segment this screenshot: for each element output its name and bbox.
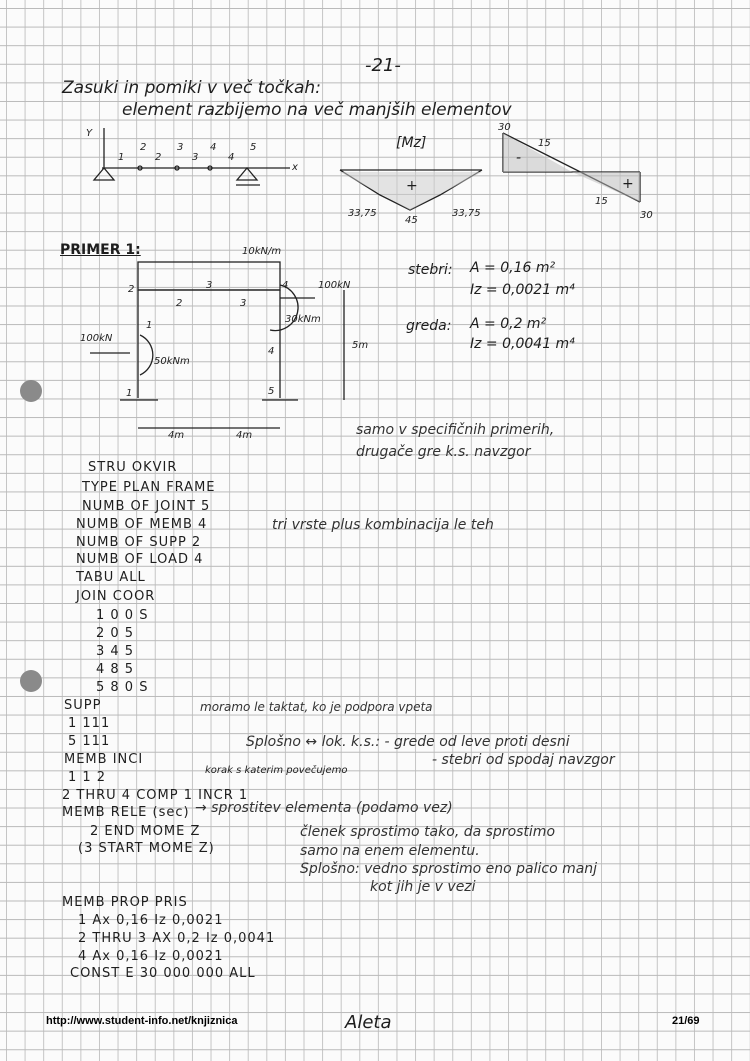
node-label: 1	[126, 388, 133, 399]
horizontal-load-top: 100kN	[318, 280, 351, 291]
code-line: NUMB OF JOINT 5	[82, 499, 211, 514]
element-label: 2	[155, 152, 162, 163]
code-line: 3 4 5	[96, 644, 135, 659]
code-line: 1 1 2	[68, 770, 107, 785]
height-dim: 5m	[352, 340, 369, 351]
node-label: 4	[210, 142, 217, 153]
code-line: 2 0 5	[96, 626, 135, 641]
moment-sign: +	[406, 178, 418, 194]
member-label: 2	[176, 298, 183, 309]
note: samo v specifičnih primerih,	[356, 422, 555, 438]
code-line: 2 THRU 4 COMP 1 INCR 1	[62, 788, 249, 803]
code-line: TYPE PLAN FRAME	[82, 480, 216, 495]
annotation: Splošno ↔ lok. k.s.: - grede od leve proti desni	[246, 734, 570, 750]
beam-area: A = 0,2 m²	[470, 316, 547, 332]
code-line: 5 111	[68, 734, 111, 749]
code-line: 2 THRU 3 AX 0,2 Iz 0,0041	[78, 931, 276, 946]
annotation: samo na enem elementu.	[300, 843, 480, 859]
code-line: (3 START MOME Z)	[78, 841, 215, 856]
shear-sign: -	[516, 150, 522, 166]
node-label: 3	[206, 280, 213, 291]
code-line: MEMB RELE (sec)	[62, 805, 190, 820]
page-number: -21-	[365, 55, 401, 76]
shear-sign: +	[622, 176, 634, 192]
heading-line1: Zasuki in pomiki v več točkah:	[62, 78, 321, 98]
moment-left: 50kNm	[154, 356, 190, 367]
example-title: PRIMER 1:	[60, 242, 141, 258]
columns-label: stebri:	[408, 262, 453, 278]
shear-value: 30	[640, 210, 653, 221]
shear-value: 15	[538, 138, 551, 149]
code-line: 5 8 0 S	[96, 680, 149, 695]
shear-value: 30	[498, 122, 511, 133]
code-line: 1 0 0 S	[96, 608, 149, 623]
moment-right: 30kNm	[285, 314, 321, 325]
code-line: NUMB OF MEMB 4	[76, 517, 208, 532]
moment-value: 45	[405, 215, 418, 226]
annotation: kot jih je v vezi	[370, 879, 476, 895]
moment-value: 33,75	[452, 208, 481, 219]
heading-line2: element razbijemo na več manjših elementov	[122, 100, 512, 120]
code-line: 1 111	[68, 716, 111, 731]
code-line: SUPP	[64, 698, 102, 713]
annotation: tri vrste plus kombinacija le teh	[272, 517, 494, 533]
beam-inertia: Iz = 0,0041 m⁴	[470, 336, 575, 352]
code-line: NUMB OF LOAD 4	[76, 552, 204, 567]
node-label: 5	[268, 386, 275, 397]
member-label: 3	[240, 298, 247, 309]
code-line: 4 Ax 0,16 Iz 0,0021	[78, 949, 224, 964]
node-label: 2	[128, 284, 135, 295]
span-dim: 4m	[236, 430, 253, 441]
axis-x-label: x	[292, 162, 298, 173]
node-label: 4	[282, 280, 289, 291]
beam-label: greda:	[406, 318, 452, 334]
code-line: MEMB INCI	[64, 752, 144, 767]
code-line: TABU ALL	[76, 570, 146, 585]
columns-area: A = 0,16 m²	[470, 260, 556, 276]
node-label: 3	[177, 142, 184, 153]
code-line: JOIN COOR	[76, 589, 156, 604]
code-line: 4 8 5	[96, 662, 135, 677]
node-label: 2	[140, 142, 147, 153]
annotation: členek sprostimo tako, da sprostimo	[300, 824, 556, 840]
member-label: 4	[268, 346, 275, 357]
columns-inertia: Iz = 0,0021 m⁴	[470, 282, 575, 298]
element-label: 4	[228, 152, 235, 163]
axis-y-label: Y	[86, 128, 93, 139]
shear-value: 15	[595, 196, 608, 207]
annotation: moramo le taktat, ko je podpora vpeta	[200, 700, 433, 714]
code-line: MEMB PROP PRIS	[62, 895, 188, 910]
element-label: 3	[192, 152, 199, 163]
footer-page: 21/69	[672, 1015, 700, 1027]
annotation: - stebri od spodaj navzgor	[432, 752, 615, 768]
code-line: 2 END MOME Z	[90, 824, 201, 839]
node-label: 5	[250, 142, 257, 153]
code-line: CONST E 30 000 000 ALL	[70, 966, 256, 981]
annotation: korak s katerim povečujemo	[205, 765, 348, 776]
footer-url[interactable]: http://www.student-info.net/knjiznica	[46, 1015, 238, 1027]
moment-label: [Mz]	[396, 135, 427, 151]
code-line: 1 Ax 0,16 Iz 0,0021	[78, 913, 224, 928]
annotation: Splošno: vedno sprostimo eno palico manj	[300, 861, 598, 877]
code-line: NUMB OF SUPP 2	[76, 535, 202, 550]
element-label: 1	[118, 152, 125, 163]
member-label: 1	[146, 320, 153, 331]
annotation: → sprostitev elementa (podamo vez)	[195, 800, 453, 816]
span-dim: 4m	[168, 430, 185, 441]
moment-value: 33,75	[348, 208, 377, 219]
note: drugače gre k.s. navzgor	[356, 444, 531, 460]
code-line: STRU OKVIR	[88, 460, 178, 475]
brand-logo: Aleta	[345, 1012, 392, 1033]
distributed-load: 10kN/m	[242, 246, 282, 257]
horizontal-load-left: 100kN	[80, 333, 113, 344]
